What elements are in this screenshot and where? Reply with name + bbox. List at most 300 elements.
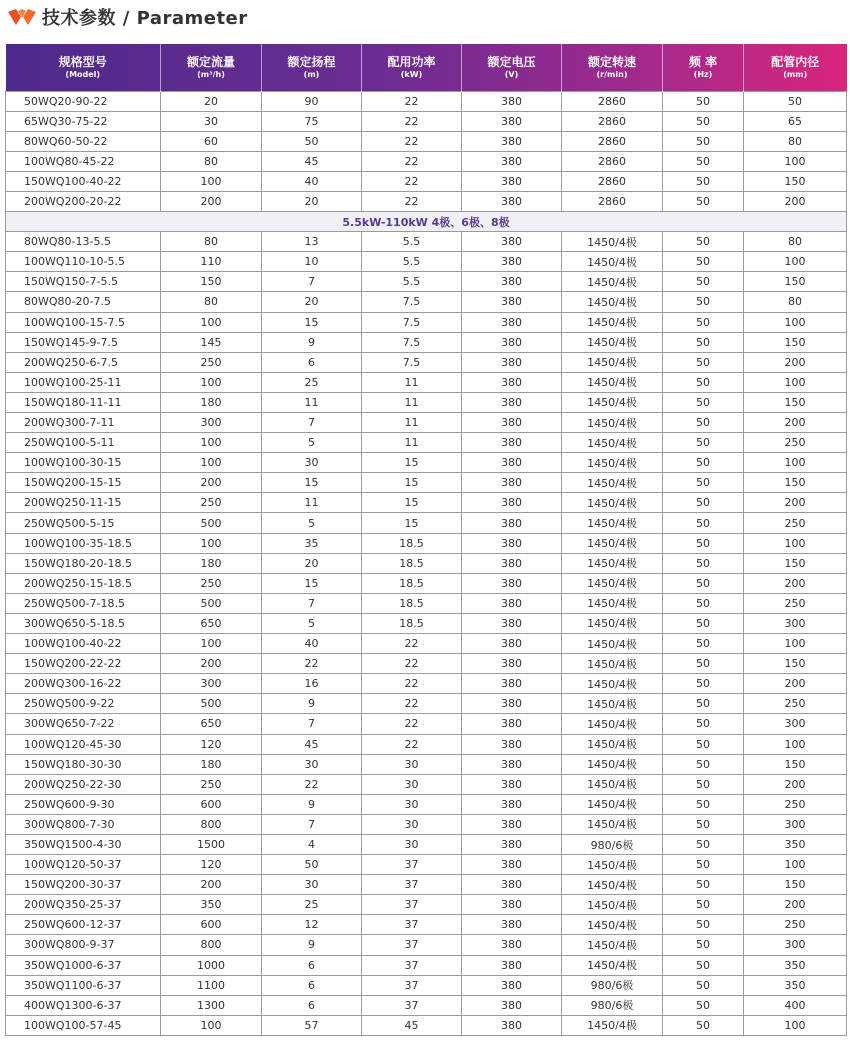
- table-cell: 300: [161, 674, 262, 694]
- table-cell: 650: [161, 714, 262, 734]
- table-cell: 80: [161, 151, 262, 171]
- table-cell: 380: [462, 975, 562, 995]
- table-cell: 50: [663, 634, 744, 654]
- table-cell: 50: [663, 413, 744, 433]
- model-cell: 100WQ80-45-22: [6, 151, 161, 171]
- table-cell: 37: [362, 855, 462, 875]
- table-cell: 380: [462, 714, 562, 734]
- table-cell: 57: [262, 1015, 362, 1035]
- table-cell: 200: [744, 352, 847, 372]
- table-cell: 380: [462, 232, 562, 252]
- table-cell: 50: [663, 513, 744, 533]
- model-cell: 100WQ120-50-37: [6, 855, 161, 875]
- table-cell: 18.5: [362, 593, 462, 613]
- table-cell: 1450/4极: [562, 473, 663, 493]
- table-cell: 16: [262, 674, 362, 694]
- table-cell: 200: [744, 895, 847, 915]
- table-cell: 1450/4极: [562, 413, 663, 433]
- table-cell: 150: [744, 875, 847, 895]
- table-cell: 110: [161, 252, 262, 272]
- table-row: [6, 694, 847, 714]
- table-cell: 380: [462, 513, 562, 533]
- table-cell: 100: [161, 433, 262, 453]
- model-cell: 150WQ180-20-18.5: [6, 553, 161, 573]
- table-cell: 1500: [161, 834, 262, 854]
- table-cell: 2860: [562, 131, 663, 151]
- table-cell: 100: [744, 453, 847, 473]
- table-cell: 300: [744, 714, 847, 734]
- table-cell: 50: [663, 252, 744, 272]
- table-cell: 30: [362, 814, 462, 834]
- table-row: [6, 151, 847, 171]
- table-cell: 250: [744, 513, 847, 533]
- table-cell: 800: [161, 814, 262, 834]
- model-cell: 300WQ650-7-22: [6, 714, 161, 734]
- table-cell: 380: [462, 834, 562, 854]
- table-cell: 380: [462, 433, 562, 453]
- table-cell: 1450/4极: [562, 694, 663, 714]
- model-cell: 100WQ100-25-11: [6, 372, 161, 392]
- table-cell: 100: [161, 312, 262, 332]
- model-cell: 250WQ100-5-11: [6, 433, 161, 453]
- table-cell: 30: [262, 754, 362, 774]
- table-cell: 50: [663, 654, 744, 674]
- table-cell: 30: [362, 774, 462, 794]
- table-cell: 380: [462, 875, 562, 895]
- table-cell: 9: [262, 794, 362, 814]
- column-header-label: 额定电压: [487, 54, 536, 69]
- table-cell: 22: [362, 654, 462, 674]
- table-row: [6, 473, 847, 493]
- table-row: [6, 634, 847, 654]
- column-header-unit: (Hz): [693, 69, 713, 79]
- table-cell: 50: [262, 131, 362, 151]
- table-cell: 250: [744, 915, 847, 935]
- table-cell: 1450/4极: [562, 292, 663, 312]
- table-cell: 380: [462, 573, 562, 593]
- table-cell: 1450/4极: [562, 734, 663, 754]
- table-row: [6, 955, 847, 975]
- table-cell: 7.5: [362, 352, 462, 372]
- model-cell: 65WQ30-75-22: [6, 111, 161, 131]
- table-cell: 90: [262, 91, 362, 111]
- table-cell: 50: [663, 855, 744, 875]
- column-header-unit: (V): [504, 69, 519, 79]
- table-cell: 6: [262, 995, 362, 1015]
- table-cell: 150: [161, 272, 262, 292]
- parameter-table-wrapper: [5, 44, 846, 1036]
- table-cell: 50: [663, 774, 744, 794]
- table-cell: 150: [744, 171, 847, 191]
- model-cell: 50WQ20-90-22: [6, 91, 161, 111]
- table-cell: 380: [462, 613, 562, 633]
- table-body: [6, 91, 847, 1035]
- table-cell: 380: [462, 332, 562, 352]
- table-row: [6, 131, 847, 151]
- table-row: [6, 413, 847, 433]
- table-cell: 50: [663, 473, 744, 493]
- table-cell: 50: [663, 372, 744, 392]
- table-cell: 50: [663, 392, 744, 412]
- table-cell: 6: [262, 352, 362, 372]
- table-cell: 100: [744, 734, 847, 754]
- table-row: [6, 754, 847, 774]
- table-row: [6, 915, 847, 935]
- table-cell: 12: [262, 915, 362, 935]
- table-cell: 18.5: [362, 533, 462, 553]
- table-cell: 1450/4极: [562, 1015, 663, 1035]
- table-cell: 200: [161, 875, 262, 895]
- table-cell: 22: [362, 634, 462, 654]
- table-cell: 25: [262, 895, 362, 915]
- column-header: [262, 44, 362, 91]
- model-cell: 200WQ250-11-15: [6, 493, 161, 513]
- table-cell: 40: [262, 634, 362, 654]
- table-cell: 37: [362, 915, 462, 935]
- table-cell: 15: [362, 473, 462, 493]
- table-cell: 7.5: [362, 332, 462, 352]
- table-row: [6, 91, 847, 111]
- table-cell: 1450/4极: [562, 513, 663, 533]
- table-cell: 380: [462, 91, 562, 111]
- table-cell: 300: [161, 413, 262, 433]
- table-row: [6, 312, 847, 332]
- table-cell: 380: [462, 634, 562, 654]
- table-cell: 980/6极: [562, 975, 663, 995]
- model-cell: 200WQ300-16-22: [6, 674, 161, 694]
- table-cell: 50: [663, 814, 744, 834]
- model-cell: 80WQ80-20-7.5: [6, 292, 161, 312]
- table-cell: 100: [744, 312, 847, 332]
- table-cell: 50: [663, 191, 744, 211]
- table-cell: 100: [744, 533, 847, 553]
- table-cell: 100: [744, 151, 847, 171]
- table-row: [6, 814, 847, 834]
- table-cell: 50: [744, 91, 847, 111]
- table-cell: 1450/4极: [562, 392, 663, 412]
- table-cell: 60: [161, 131, 262, 151]
- table-cell: 380: [462, 995, 562, 1015]
- table-cell: 5.5: [362, 232, 462, 252]
- column-header-label: 频 率: [688, 54, 718, 69]
- table-cell: 250: [161, 774, 262, 794]
- table-cell: 100: [161, 171, 262, 191]
- table-cell: 980/6极: [562, 995, 663, 1015]
- table-cell: 120: [161, 734, 262, 754]
- table-cell: 1450/4极: [562, 553, 663, 573]
- table-cell: 18.5: [362, 613, 462, 633]
- column-header: [663, 44, 744, 91]
- table-cell: 13: [262, 232, 362, 252]
- model-cell: 300WQ800-9-37: [6, 935, 161, 955]
- model-cell: 80WQ80-13-5.5: [6, 232, 161, 252]
- table-cell: 7: [262, 272, 362, 292]
- table-cell: 200: [161, 191, 262, 211]
- model-cell: 100WQ100-35-18.5: [6, 533, 161, 553]
- table-cell: 15: [262, 573, 362, 593]
- table-cell: 1000: [161, 955, 262, 975]
- table-cell: 250: [161, 573, 262, 593]
- model-cell: 150WQ180-11-11: [6, 392, 161, 412]
- column-header-unit: (r/min): [596, 69, 628, 79]
- table-cell: 380: [462, 171, 562, 191]
- table-cell: 11: [362, 433, 462, 453]
- table-cell: 2860: [562, 151, 663, 171]
- column-header: [744, 44, 847, 91]
- table-cell: 1450/4极: [562, 252, 663, 272]
- table-cell: 500: [161, 694, 262, 714]
- table-cell: 380: [462, 674, 562, 694]
- model-cell: 300WQ800-7-30: [6, 814, 161, 834]
- table-cell: 380: [462, 272, 562, 292]
- table-cell: 9: [262, 332, 362, 352]
- table-cell: 250: [744, 794, 847, 814]
- table-cell: 37: [362, 875, 462, 895]
- column-header-unit: (m³/h): [197, 69, 225, 79]
- model-cell: 400WQ1300-6-37: [6, 995, 161, 1015]
- table-cell: 300: [744, 935, 847, 955]
- table-cell: 150: [744, 332, 847, 352]
- table-cell: 1450/4极: [562, 352, 663, 372]
- column-header-unit: (m): [303, 69, 320, 79]
- table-cell: 15: [262, 312, 362, 332]
- table-cell: 20: [262, 292, 362, 312]
- table-cell: 1300: [161, 995, 262, 1015]
- table-cell: 380: [462, 372, 562, 392]
- table-cell: 1450/4极: [562, 714, 663, 734]
- table-cell: 380: [462, 131, 562, 151]
- table-cell: 200: [744, 674, 847, 694]
- column-header: [161, 44, 262, 91]
- table-cell: 350: [744, 834, 847, 854]
- table-cell: 1450/4极: [562, 634, 663, 654]
- table-cell: 50: [663, 272, 744, 292]
- table-cell: 4: [262, 834, 362, 854]
- table-cell: 200: [744, 191, 847, 211]
- table-cell: 180: [161, 553, 262, 573]
- table-cell: 18.5: [362, 573, 462, 593]
- table-cell: 600: [161, 794, 262, 814]
- table-cell: 50: [663, 131, 744, 151]
- model-cell: 250WQ600-12-37: [6, 915, 161, 935]
- table-row: [6, 613, 847, 633]
- table-cell: 200: [744, 774, 847, 794]
- table-cell: 65: [744, 111, 847, 131]
- table-cell: 20: [161, 91, 262, 111]
- table-cell: 50: [663, 754, 744, 774]
- table-row: [6, 533, 847, 553]
- table-cell: 80: [744, 292, 847, 312]
- table-cell: 1450/4极: [562, 312, 663, 332]
- table-row: [6, 995, 847, 1015]
- table-cell: 25: [262, 372, 362, 392]
- table-cell: 80: [161, 292, 262, 312]
- table-cell: 80: [744, 232, 847, 252]
- table-cell: 80: [161, 232, 262, 252]
- table-row: [6, 513, 847, 533]
- table-row: [6, 232, 847, 252]
- table-cell: 150: [744, 553, 847, 573]
- table-cell: 100: [744, 372, 847, 392]
- table-row: [6, 372, 847, 392]
- table-cell: 1450/4极: [562, 573, 663, 593]
- table-row: [6, 674, 847, 694]
- table-cell: 150: [744, 654, 847, 674]
- table-cell: 180: [161, 392, 262, 412]
- table-cell: 200: [161, 654, 262, 674]
- table-cell: 600: [161, 915, 262, 935]
- table-cell: 150: [744, 473, 847, 493]
- table-cell: 500: [161, 593, 262, 613]
- table-cell: 30: [362, 834, 462, 854]
- table-cell: 2860: [562, 91, 663, 111]
- table-cell: 15: [362, 453, 462, 473]
- table-cell: 1450/4极: [562, 895, 663, 915]
- table-cell: 500: [161, 513, 262, 533]
- table-cell: 22: [362, 111, 462, 131]
- model-cell: 300WQ650-5-18.5: [6, 613, 161, 633]
- table-cell: 5.5: [362, 252, 462, 272]
- table-row: [6, 794, 847, 814]
- table-cell: 380: [462, 895, 562, 915]
- table-cell: 380: [462, 352, 562, 372]
- table-row: [6, 875, 847, 895]
- table-row: [6, 332, 847, 352]
- table-cell: 100: [744, 855, 847, 875]
- table-row: [6, 191, 847, 211]
- table-cell: 50: [663, 171, 744, 191]
- table-cell: 1450/4极: [562, 332, 663, 352]
- table-cell: 22: [262, 654, 362, 674]
- table-cell: 1450/4极: [562, 433, 663, 453]
- table-cell: 22: [362, 714, 462, 734]
- table-row: [6, 654, 847, 674]
- table-cell: 6: [262, 955, 362, 975]
- table-row: [6, 895, 847, 915]
- table-cell: 7: [262, 714, 362, 734]
- table-cell: 150: [744, 272, 847, 292]
- model-cell: 350WQ1000-6-37: [6, 955, 161, 975]
- table-cell: 380: [462, 694, 562, 714]
- table-cell: 380: [462, 111, 562, 131]
- table-cell: 50: [663, 453, 744, 473]
- table-cell: 50: [663, 935, 744, 955]
- model-cell: 80WQ60-50-22: [6, 131, 161, 151]
- table-cell: 50: [663, 895, 744, 915]
- table-cell: 380: [462, 794, 562, 814]
- table-cell: 50: [663, 533, 744, 553]
- table-cell: 1450/4极: [562, 855, 663, 875]
- column-header-label: 配管内径: [771, 54, 820, 69]
- table-cell: 50: [663, 1015, 744, 1035]
- table-cell: 1450/4极: [562, 814, 663, 834]
- model-cell: 100WQ100-30-15: [6, 453, 161, 473]
- table-row: [6, 1015, 847, 1035]
- table-cell: 400: [744, 995, 847, 1015]
- table-cell: 9: [262, 694, 362, 714]
- table-cell: 50: [663, 232, 744, 252]
- model-cell: 100WQ100-40-22: [6, 634, 161, 654]
- column-header-label: 配用功率: [387, 54, 436, 69]
- model-cell: 100WQ120-45-30: [6, 734, 161, 754]
- table-row: [6, 352, 847, 372]
- table-cell: 380: [462, 473, 562, 493]
- table-row: [6, 292, 847, 312]
- table-cell: 1450/4极: [562, 453, 663, 473]
- table-cell: 30: [362, 754, 462, 774]
- table-cell: 380: [462, 553, 562, 573]
- table-cell: 1450/4极: [562, 674, 663, 694]
- table-cell: 1450/4极: [562, 915, 663, 935]
- table-cell: 50: [663, 332, 744, 352]
- table-cell: 22: [362, 694, 462, 714]
- table-cell: 2860: [562, 171, 663, 191]
- table-cell: 250: [744, 593, 847, 613]
- table-row: [6, 553, 847, 573]
- table-cell: 1450/4极: [562, 774, 663, 794]
- table-cell: 22: [362, 734, 462, 754]
- model-cell: 150WQ180-30-30: [6, 754, 161, 774]
- table-cell: 40: [262, 171, 362, 191]
- table-cell: 22: [362, 91, 462, 111]
- table-cell: 50: [663, 834, 744, 854]
- table-cell: 1450/4极: [562, 272, 663, 292]
- model-cell: 100WQ100-57-45: [6, 1015, 161, 1035]
- table-cell: 7: [262, 413, 362, 433]
- table-cell: 45: [362, 1015, 462, 1035]
- table-cell: 7: [262, 593, 362, 613]
- table-row: [6, 774, 847, 794]
- table-cell: 380: [462, 252, 562, 272]
- table-row: [6, 272, 847, 292]
- table-cell: 1450/4极: [562, 935, 663, 955]
- table-cell: 50: [663, 352, 744, 372]
- table-cell: 22: [362, 191, 462, 211]
- table-cell: 22: [362, 131, 462, 151]
- table-row: [6, 493, 847, 513]
- table-cell: 7: [262, 814, 362, 834]
- table-cell: 200: [744, 413, 847, 433]
- table-cell: 18.5: [362, 553, 462, 573]
- section-label: 5.5kW-110kW 4极、6极、8极: [6, 212, 847, 232]
- model-cell: 350WQ1100-6-37: [6, 975, 161, 995]
- table-cell: 5: [262, 433, 362, 453]
- model-cell: 150WQ150-7-5.5: [6, 272, 161, 292]
- model-cell: 200WQ350-25-37: [6, 895, 161, 915]
- table-cell: 1450/4极: [562, 613, 663, 633]
- table-cell: 380: [462, 915, 562, 935]
- table-cell: 50: [663, 674, 744, 694]
- table-cell: 350: [744, 975, 847, 995]
- table-row: [6, 573, 847, 593]
- column-header-unit: (mm): [783, 69, 808, 79]
- model-cell: 350WQ1500-4-30: [6, 834, 161, 854]
- column-header-unit: (kW): [400, 69, 423, 79]
- table-cell: 7.5: [362, 312, 462, 332]
- table-cell: 11: [362, 372, 462, 392]
- title-bar: [0, 0, 850, 40]
- table-cell: 1450/4极: [562, 654, 663, 674]
- table-cell: 11: [262, 392, 362, 412]
- table-cell: 50: [663, 292, 744, 312]
- table-cell: 380: [462, 754, 562, 774]
- table-cell: 50: [663, 714, 744, 734]
- table-row: [6, 252, 847, 272]
- table-cell: 1450/4极: [562, 794, 663, 814]
- model-cell: 150WQ145-9-7.5: [6, 332, 161, 352]
- table-cell: 120: [161, 855, 262, 875]
- table-cell: 380: [462, 654, 562, 674]
